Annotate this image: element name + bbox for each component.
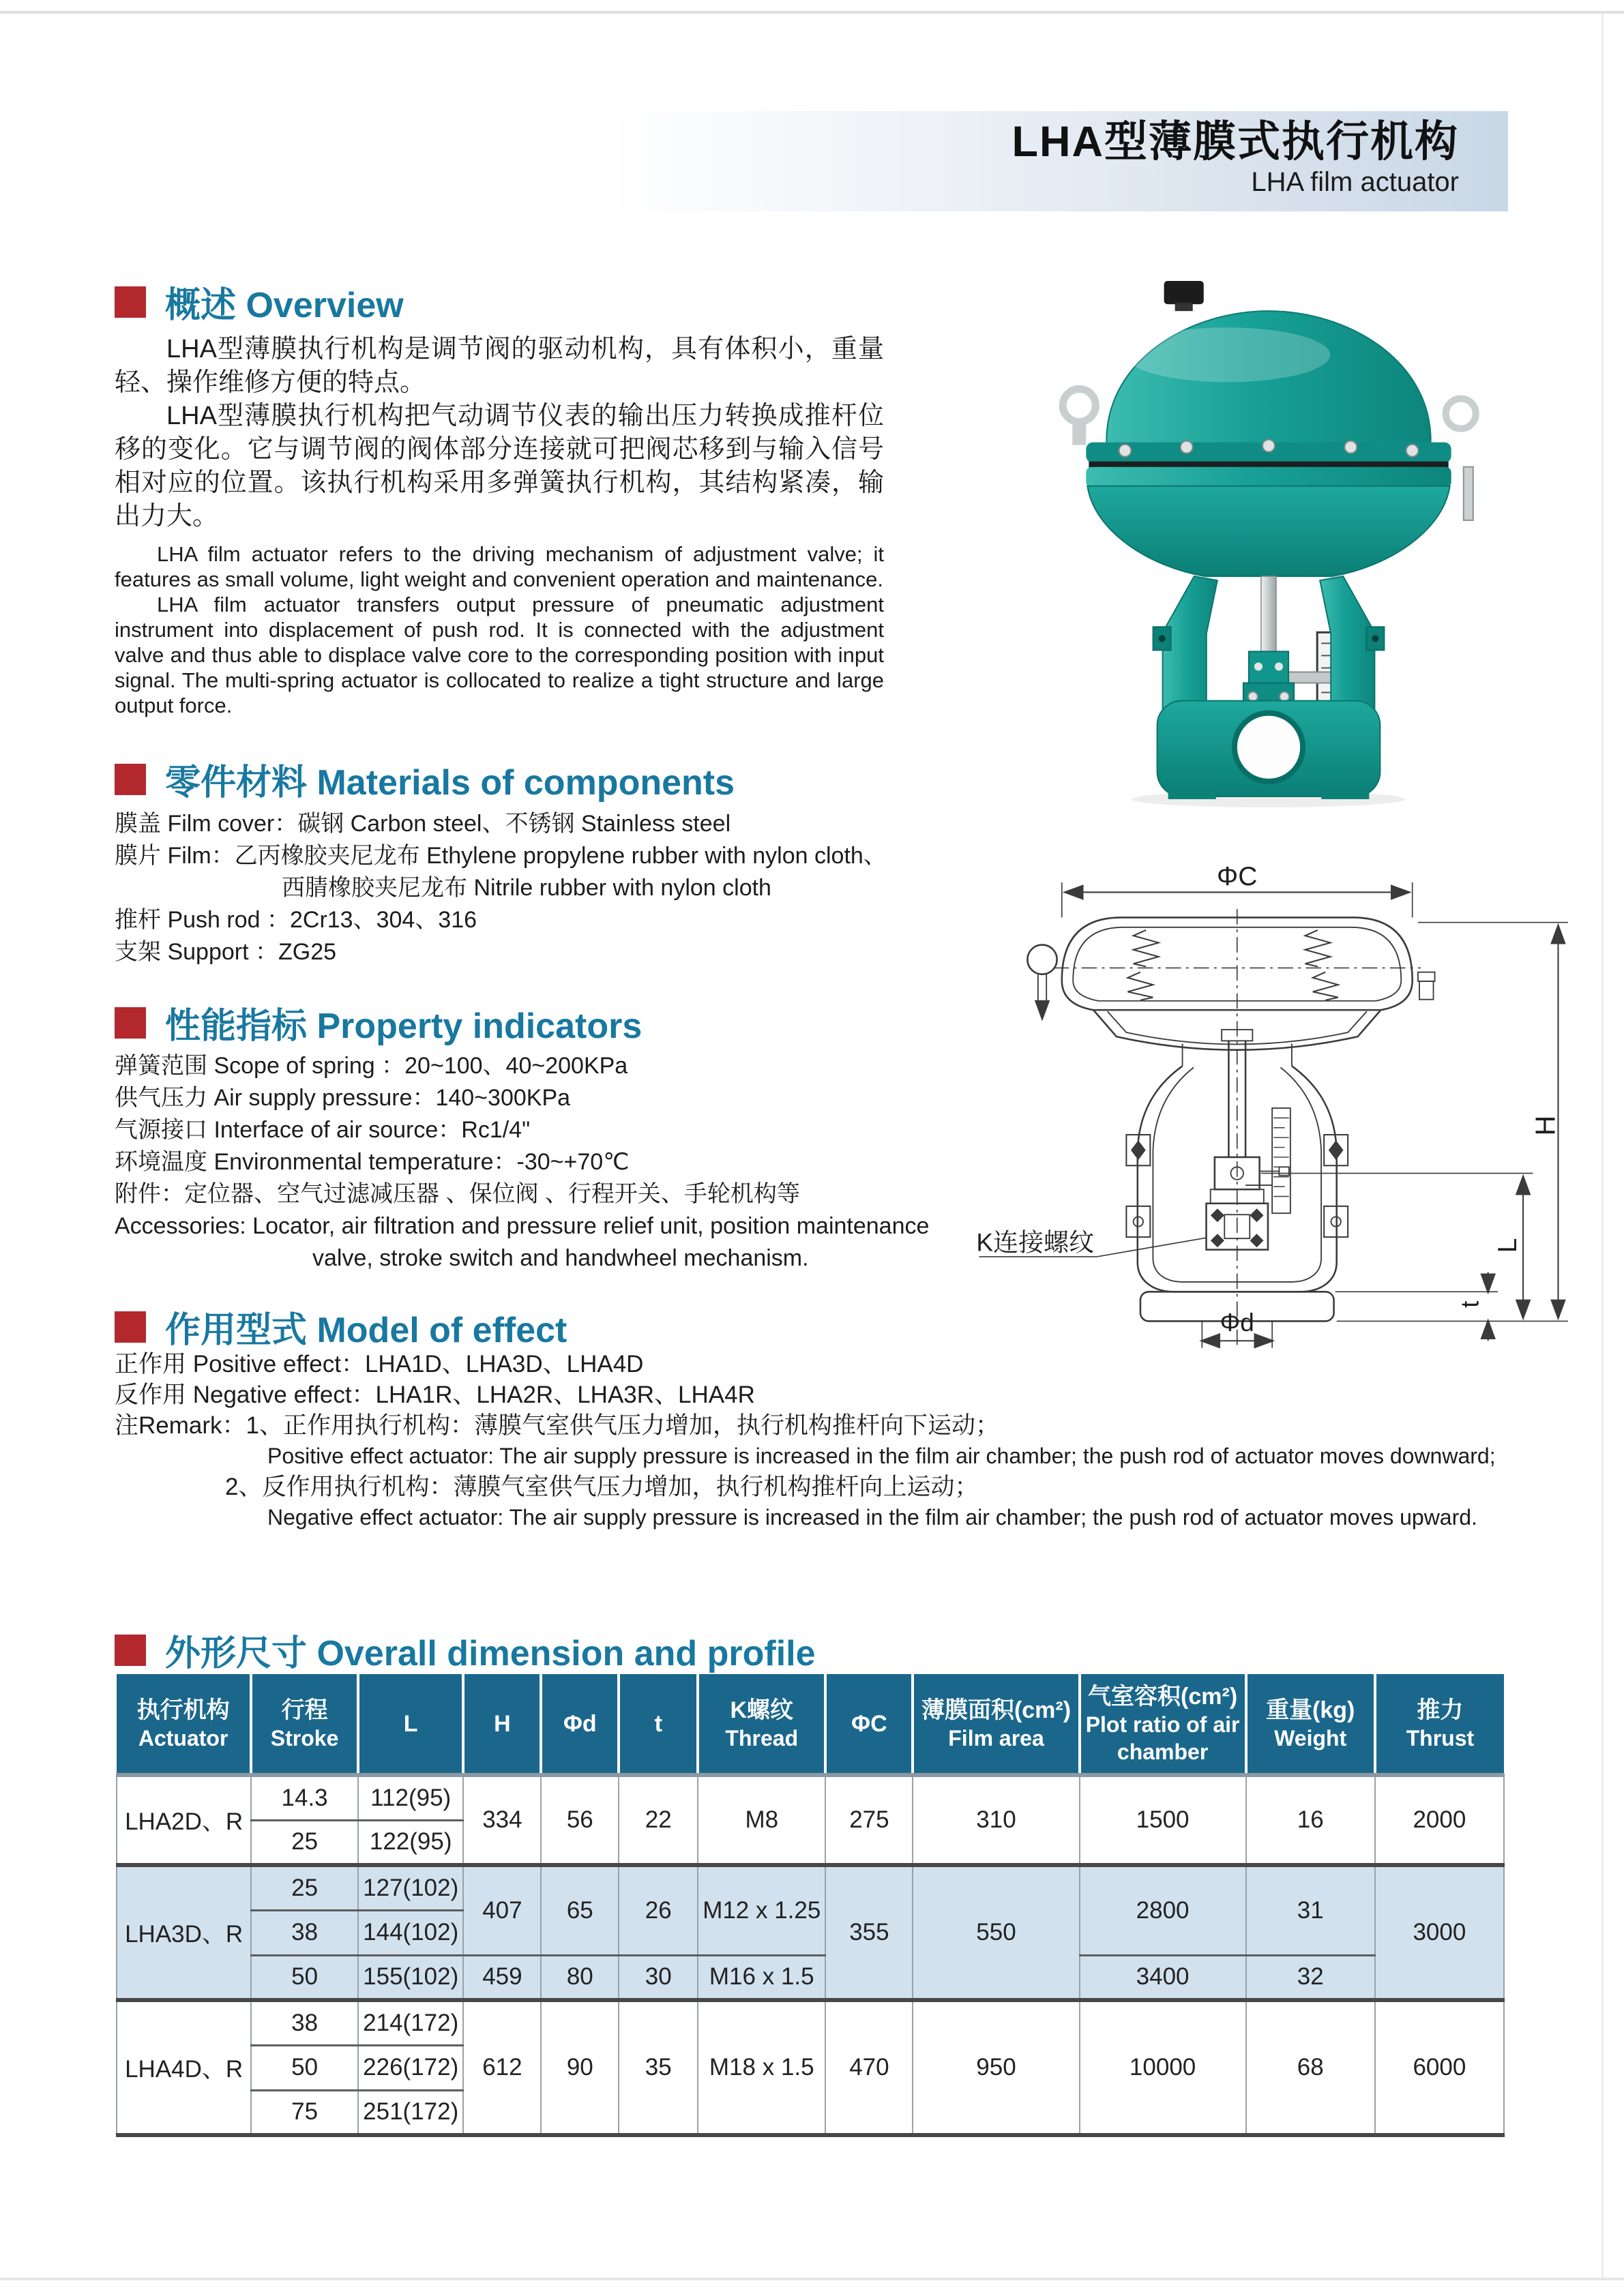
negative-effect-line: 反作用 Negative effect：LHA1R、LHA2R、LHA3R、LHA4R <box>115 1382 755 1408</box>
col-header-film-area: 薄膜面积(cm²) Film area <box>913 1674 1079 1775</box>
air-port-knob <box>1164 281 1204 304</box>
property-line: 环境温度 Environmental temperature：-30~+70℃ <box>115 1149 630 1175</box>
stroke-cell: 38 <box>251 2000 358 2045</box>
col-header-phi-d: Φd <box>541 1674 619 1775</box>
section-heading-dimensions <box>115 1624 816 1675</box>
stroke-cell: 50 <box>251 1955 358 2000</box>
dimensions-heading-zh: 外形尺寸 <box>165 1634 308 1673</box>
header-band <box>609 111 1508 211</box>
air-chamber-cell: 3400 <box>1080 1955 1246 2000</box>
phi-d-cell: 65 <box>541 1865 619 1955</box>
actuator-model-cell: LHA3D、R <box>117 1865 251 2000</box>
h-cell: 407 <box>463 1865 541 1955</box>
h-cell: 334 <box>463 1775 541 1865</box>
red-square-bullet <box>115 1635 146 1666</box>
weight-cell: 32 <box>1246 1955 1375 2000</box>
h-cell: 459 <box>463 1955 541 2000</box>
col-header-h: H <box>463 1674 541 1775</box>
red-square-bullet <box>115 1311 146 1343</box>
mounting-hole <box>1235 713 1303 781</box>
section-heading-overview <box>115 276 404 327</box>
film-area-cell: 950 <box>913 2000 1079 2135</box>
l-cell: 144(102) <box>358 1910 464 1955</box>
col-header-phi-c: ΦC <box>825 1674 913 1775</box>
stroke-cell: 38 <box>251 1910 358 1955</box>
phi-d-cell: 80 <box>541 1955 619 2000</box>
materials-line: 西腈橡胶夹尼龙布 Nitrile rubber with nylon cloth <box>282 875 771 901</box>
materials-list <box>115 808 919 968</box>
overview-heading-zh: 概述 <box>165 286 237 325</box>
air-chamber-cell: 1500 <box>1080 1775 1246 1865</box>
actuator-model-cell: LHA4D、R <box>117 2000 251 2135</box>
col-header-thread: K螺纹 Thread <box>698 1674 825 1775</box>
property-line: 供气压力 Air supply pressure：140~300KPa <box>115 1085 571 1111</box>
product-photo <box>977 271 1561 811</box>
property-line: 气源接口 Interface of air source：Rc1/4" <box>115 1117 531 1143</box>
section-heading-model-effect <box>115 1301 567 1352</box>
materials-line: 膜片 Film：乙丙橡胶夹尼龙布 Ethylene propylene rubber with nylon cloth、 <box>115 843 887 869</box>
section-heading-properties <box>115 997 642 1048</box>
eye-bolt-right <box>1446 398 1476 428</box>
dimensions-heading-en: Overall dimension and profile <box>316 1634 816 1673</box>
col-header-air-chamber: 气室容积(cm²) Plot ratio of air chamber <box>1080 1674 1246 1775</box>
dim-label-t: t <box>1456 1300 1484 1308</box>
dim-label-h: H <box>1529 1115 1561 1136</box>
col-header-l: L <box>358 1674 464 1775</box>
positive-effect-line: 正作用 Positive effect：LHA1D、LHA3D、LHA4D <box>115 1351 644 1377</box>
flange-stud <box>1464 467 1473 520</box>
thrust-cell: 3000 <box>1375 1865 1504 2000</box>
remark-line-1-zh: 注Remark：1、正作用执行机构：薄膜气室供气压力增加，执行机构推杆向下运动； <box>115 1412 999 1439</box>
l-cell: 112(95) <box>358 1775 464 1820</box>
t-cell: 35 <box>619 2000 698 2135</box>
overview-text <box>115 333 884 718</box>
section-heading-materials <box>115 754 735 805</box>
remark-line-2-en: Negative effect actuator: The air supply pressure is increased in the film air chamber; the push rod of actuator moves upward. <box>267 1505 1477 1530</box>
film-area-cell: 550 <box>913 1865 1079 2000</box>
overview-paragraph-en-1: LHA film actuator refers to the driving mechanism of adjustment valve; it features as small volume, light weight and convenient operation and maintenance. <box>115 542 884 591</box>
t-cell: 30 <box>619 1955 698 2000</box>
air-chamber-cell: 2800 <box>1080 1865 1246 1955</box>
col-header-weight: 重量(kg) Weight <box>1246 1674 1375 1775</box>
thread-cell: M8 <box>698 1775 825 1865</box>
thrust-cell: 2000 <box>1375 1775 1504 1865</box>
model-effect-heading-zh: 作用型式 <box>165 1311 308 1350</box>
thread-cell: M12 x 1.25 <box>698 1865 825 1955</box>
table-row <box>117 2000 1504 2045</box>
materials-line: 推杆 Push rod ：2Cr13、304、316 <box>115 907 477 933</box>
overview-paragraph-zh-1: LHA型薄膜执行机构是调节阀的驱动机构，具有体积小，重量轻、操作维修方便的特点。 <box>115 335 884 397</box>
overview-paragraph-zh-2: LHA型薄膜执行机构把气动调节仪表的输出压力转换成推杆位移的变化。它与调节阀的阀体部分连接就可把阀芯移到与输入信号相对应的位置。该执行机构采用多弹簧执行机构，其结构紧凑，输出力大。 <box>115 402 884 531</box>
col-header-thrust: 推力 Thrust <box>1375 1674 1504 1775</box>
film-area-cell: 310 <box>913 1775 1079 1865</box>
properties-heading-zh: 性能指标 <box>165 1007 308 1046</box>
phi-c-cell: 275 <box>825 1775 913 1865</box>
red-square-bullet <box>115 286 146 318</box>
property-line: Accessories: Locator, air filtration and pressure relief unit, position maintenance <box>115 1213 930 1239</box>
actuator-model-cell: LHA2D、R <box>117 1775 251 1865</box>
l-cell: 226(172) <box>358 2045 464 2090</box>
l-cell: 214(172) <box>358 2000 464 2045</box>
weight-cell: 31 <box>1246 1865 1375 1955</box>
phi-d-cell: 90 <box>541 2000 619 2135</box>
overview-heading-en: Overview <box>246 286 404 325</box>
properties-heading-en: Property indicators <box>316 1007 643 1046</box>
t-cell: 22 <box>619 1775 698 1865</box>
l-cell: 127(102) <box>358 1865 464 1910</box>
table-row <box>117 1865 1504 1910</box>
phi-c-cell: 470 <box>825 2000 913 2135</box>
col-header-actuator: 执行机构 Actuator <box>117 1674 251 1775</box>
weight-cell: 16 <box>1246 1775 1375 1865</box>
air-chamber-cell: 10000 <box>1080 2000 1246 2135</box>
col-header-t: t <box>619 1674 698 1775</box>
l-cell: 251(172) <box>358 2090 464 2135</box>
table-row <box>117 1955 1504 2000</box>
page-top-edge <box>0 11 1624 14</box>
l-cell: 122(95) <box>358 1820 464 1865</box>
stroke-cell: 14.3 <box>251 1775 358 1820</box>
thrust-cell: 6000 <box>1375 2000 1504 2135</box>
table-row <box>117 1775 1504 1820</box>
table-header-row <box>117 1674 1504 1775</box>
dim-label-phi-d: Φd <box>1220 1308 1254 1337</box>
materials-heading-en: Materials of components <box>316 763 735 803</box>
eye-bolt-left <box>1063 389 1095 421</box>
remark-line-1-en: Positive effect actuator: The air supply pressure is increased in the film air chamber; the push rod of actuator moves downward; <box>267 1444 1496 1468</box>
property-line: 弹簧范围 Scope of spring ：20~100、40~200KPa <box>115 1053 628 1079</box>
dimension-table <box>116 1674 1505 2137</box>
page-bottom-edge <box>0 2278 1624 2280</box>
thread-cell: M16 x 1.5 <box>698 1955 825 2000</box>
red-square-bullet <box>115 764 146 795</box>
overview-paragraph-en-2: LHA film actuator transfers output pressure of pneumatic adjustment instrument into displacement of push rod. It is connected with the adjustment valve and thus able to displace valve core to the corresponding position with input signal. The multi-spring actuator is collocated to realize a tight structure and large output force. <box>115 593 884 717</box>
stroke-cell: 50 <box>251 2045 358 2090</box>
page-title: LHA型薄膜式执行机构 <box>1012 118 1459 166</box>
remark-line-2-zh: 2、反作用执行机构：薄膜气室供气压力增加，执行机构推杆向上运动； <box>225 1474 979 1500</box>
dimension-drawing <box>934 856 1603 1360</box>
stroke-cell: 75 <box>251 2090 358 2135</box>
properties-list <box>115 1050 930 1274</box>
weight-cell: 68 <box>1246 2000 1375 2135</box>
materials-line: 支架 Support ：ZG25 <box>115 939 337 965</box>
l-cell: 155(102) <box>358 1955 464 2000</box>
h-cell: 612 <box>463 2000 541 2135</box>
t-cell: 26 <box>619 1865 698 1955</box>
dim-label-k-thread: K连接螺纹 <box>976 1228 1095 1257</box>
thread-cell: M18 x 1.5 <box>698 2000 825 2135</box>
dim-label-phi-c: ΦC <box>1217 862 1258 892</box>
stroke-cell: 25 <box>251 1865 358 1910</box>
phi-c-cell: 355 <box>825 1865 913 2000</box>
property-line: 附件：定位器、空气过滤减压器 、保位阀 、行程开关、手轮机构等 <box>115 1181 800 1207</box>
phi-d-cell: 56 <box>541 1775 619 1865</box>
red-square-bullet <box>115 1007 146 1039</box>
dim-label-l: L <box>1492 1238 1522 1253</box>
col-header-stroke: 行程 Stroke <box>251 1674 358 1775</box>
materials-heading-zh: 零件材料 <box>165 763 308 803</box>
property-line: valve, stroke switch and handwheel mechanism. <box>312 1245 809 1271</box>
model-effect-text <box>115 1349 1554 1533</box>
materials-line: 膜盖 Film cover：碳钢 Carbon steel、不锈钢 Stainless steel <box>115 811 731 837</box>
lower-casing <box>1087 486 1449 576</box>
model-effect-heading-en: Model of effect <box>316 1311 567 1350</box>
page-subtitle: LHA film actuator <box>1251 167 1459 197</box>
stroke-cell: 25 <box>251 1820 358 1865</box>
